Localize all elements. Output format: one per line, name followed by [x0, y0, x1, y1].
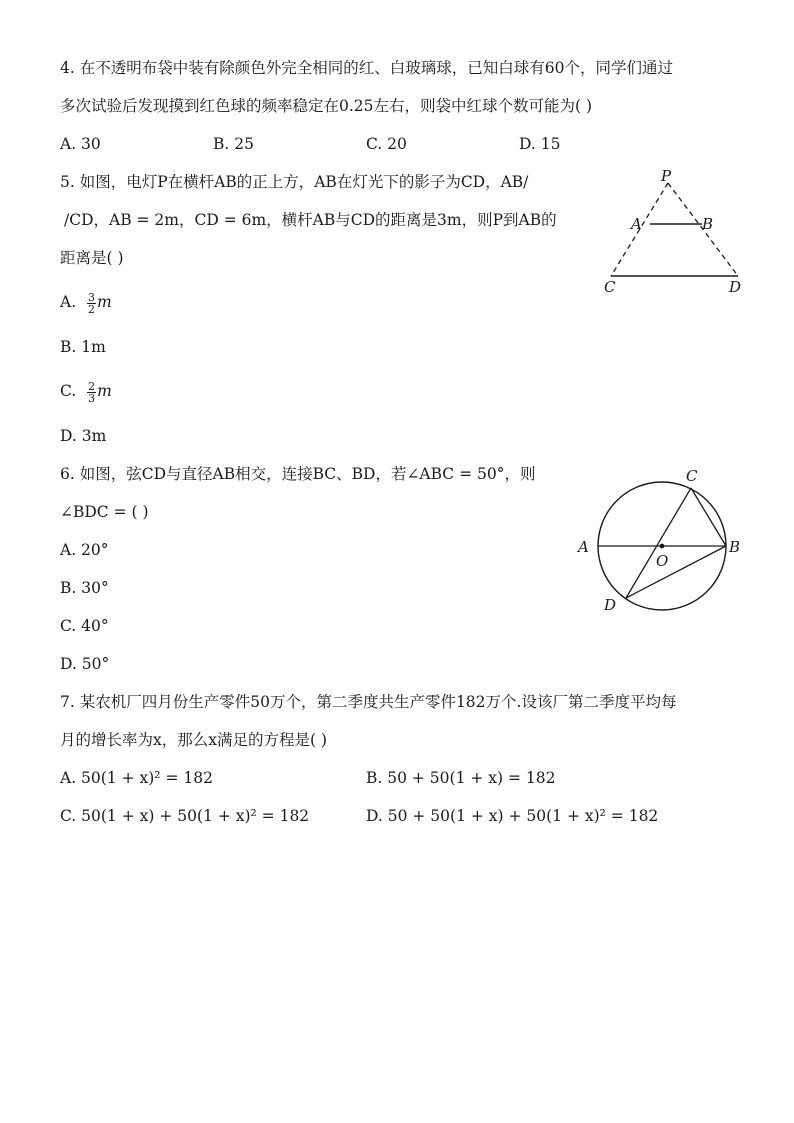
q5-option-a-unit: m — [96, 293, 112, 311]
q6-chord-bc — [691, 488, 726, 546]
q5-option-a-denominator: 2 — [87, 302, 95, 316]
q5-stem-line1: 5. 如图，电灯P在横杆AB的正上方，AB在灯光下的影子为CD，AB/ — [60, 173, 529, 191]
q5-option-a-fraction — [87, 292, 96, 315]
q5-label-d: D — [729, 278, 742, 296]
q6-label-d: D — [604, 596, 617, 614]
q5-label-c: C — [604, 278, 616, 296]
q5-option-c-unit: m — [97, 382, 112, 400]
q6-label-c: C — [686, 467, 698, 485]
q6-circle-figure — [572, 460, 752, 620]
q5-label-a: A — [631, 215, 642, 233]
q7-option-d: D. 50 + 50(1 + x) + 50(1 + x)² = 182 — [366, 807, 659, 825]
q6-label-a: A — [578, 538, 589, 556]
q6-center-point — [660, 544, 665, 549]
q5-option-b: B. 1m — [60, 338, 106, 356]
q4-stem-line1: 4. 在不透明布袋中装有除颜色外完全相同的红、白玻璃球，已知白球有60个，同学们通过 — [60, 59, 673, 77]
q7-option-a: A. 50(1 + x)² = 182 — [60, 769, 213, 787]
q6-option-c: C. 40° — [60, 617, 109, 635]
q5-option-c-denominator: 3 — [88, 391, 96, 405]
q4-option-a: A. 30 — [60, 135, 101, 153]
q7-stem-line2: 月的增长率为x，那么x满足的方程是( ) — [60, 731, 328, 749]
q4-option-b: B. 25 — [213, 135, 254, 153]
q7-option-c: C. 50(1 + x) + 50(1 + x)² = 182 — [60, 807, 310, 825]
q6-option-d: D. 50° — [60, 655, 110, 673]
q4-stem-line2: 多次试验后发现摸到红色球的频率稳定在0.25左右，则袋中红球个数可能为( ) — [60, 97, 593, 115]
q6-option-b: B. 30° — [60, 579, 109, 597]
q5-option-c — [60, 380, 112, 404]
q5-option-d: D. 3m — [60, 427, 107, 445]
q5-label-b: B — [702, 215, 714, 233]
q6-option-a: A. 20° — [60, 541, 109, 559]
q5-stem-line2: /CD，AB = 2m，CD = 6m，横杆AB与CD的距离是3m，则P到AB的 — [64, 211, 557, 229]
q5-stem-line3: 距离是( ) — [60, 249, 124, 267]
q5-option-a — [60, 291, 112, 315]
q5-option-a-prefix: A. — [60, 293, 77, 311]
q6-label-o: O — [656, 552, 669, 570]
q7-option-b: B. 50 + 50(1 + x) = 182 — [366, 769, 556, 787]
q5-option-c-numerator: 2 — [88, 379, 96, 393]
q5-option-c-prefix: C. — [60, 382, 77, 400]
q4-option-d: D. 15 — [519, 135, 561, 153]
q4-option-c: C. 20 — [366, 135, 407, 153]
q5-lamp-shadow-figure — [595, 168, 755, 300]
q5-option-a-numerator: 3 — [87, 290, 95, 304]
q7-stem-line1: 7. 某农机厂四月份生产零件50万个，第二季度共生产零件182万个.设该厂第二季度平均每 — [60, 693, 677, 711]
q6-stem-line1: 6. 如图，弦CD与直径AB相交，连接BC、BD，若∠ABC = 50°，则 — [60, 465, 536, 483]
q6-stem-line2: ∠BDC = ( ) — [60, 503, 149, 521]
q6-label-b: B — [729, 538, 741, 556]
q5-option-c-fraction — [87, 381, 96, 404]
q5-label-p: P — [661, 168, 672, 185]
